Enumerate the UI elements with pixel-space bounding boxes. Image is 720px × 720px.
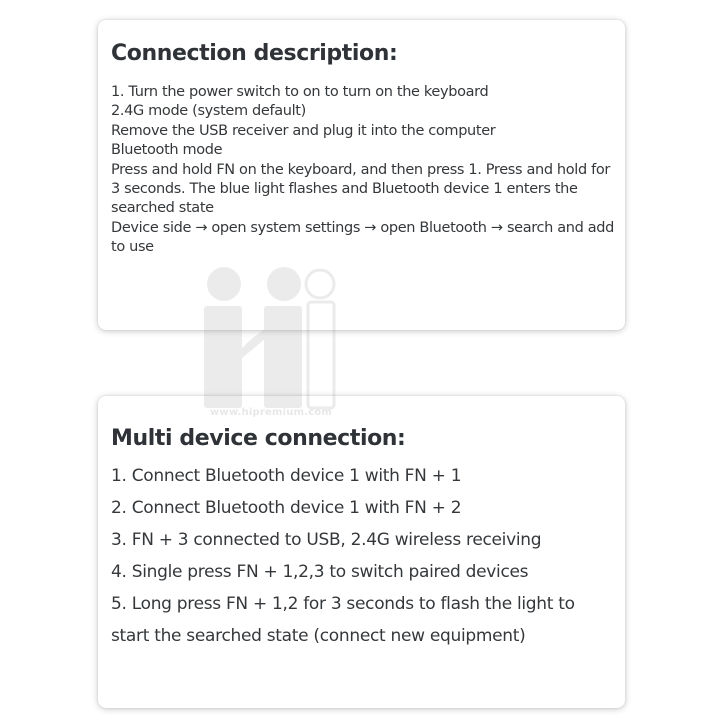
connection-line: Bluetooth mode [111, 142, 223, 159]
multi-device-connection-title: Multi device connection: [111, 426, 406, 451]
connection-description-card [98, 20, 625, 330]
connection-line: Remove the USB receiver and plug it into the computer [111, 122, 496, 139]
multi-device-item: 2. Connect Bluetooth device 1 with FN + 2 [111, 498, 462, 518]
connection-line: 1. Turn the power switch to on to turn on the keyboard [111, 84, 489, 100]
multi-device-item: 5. Long press FN + 1,2 for 3 seconds to flash the light to start the searched state (connect new equipment) [111, 594, 575, 646]
connection-description-title: Connection description: [111, 41, 398, 66]
multi-device-item: 3. FN + 3 connected to USB, 2.4G wireless receiving [111, 530, 542, 550]
multi-device-item: 1. Connect Bluetooth device 1 with FN + 1 [111, 466, 462, 486]
multi-device-item: 4. Single press FN + 1,2,3 to switch paired devices [111, 562, 529, 582]
multi-device-list [111, 460, 616, 652]
connection-line: Device side → open system settings → open Bluetooth → search and add to use [111, 219, 615, 256]
connection-line: Press and hold FN on the keyboard, and then press 1. Press and hold for 3 seconds. The blue light flashes and Bluetooth device 1 enters the searched state [111, 161, 610, 217]
connection-description-body [111, 83, 616, 258]
multi-device-connection-card [98, 396, 625, 708]
connection-line: 2.4G mode (system default) [111, 103, 306, 120]
